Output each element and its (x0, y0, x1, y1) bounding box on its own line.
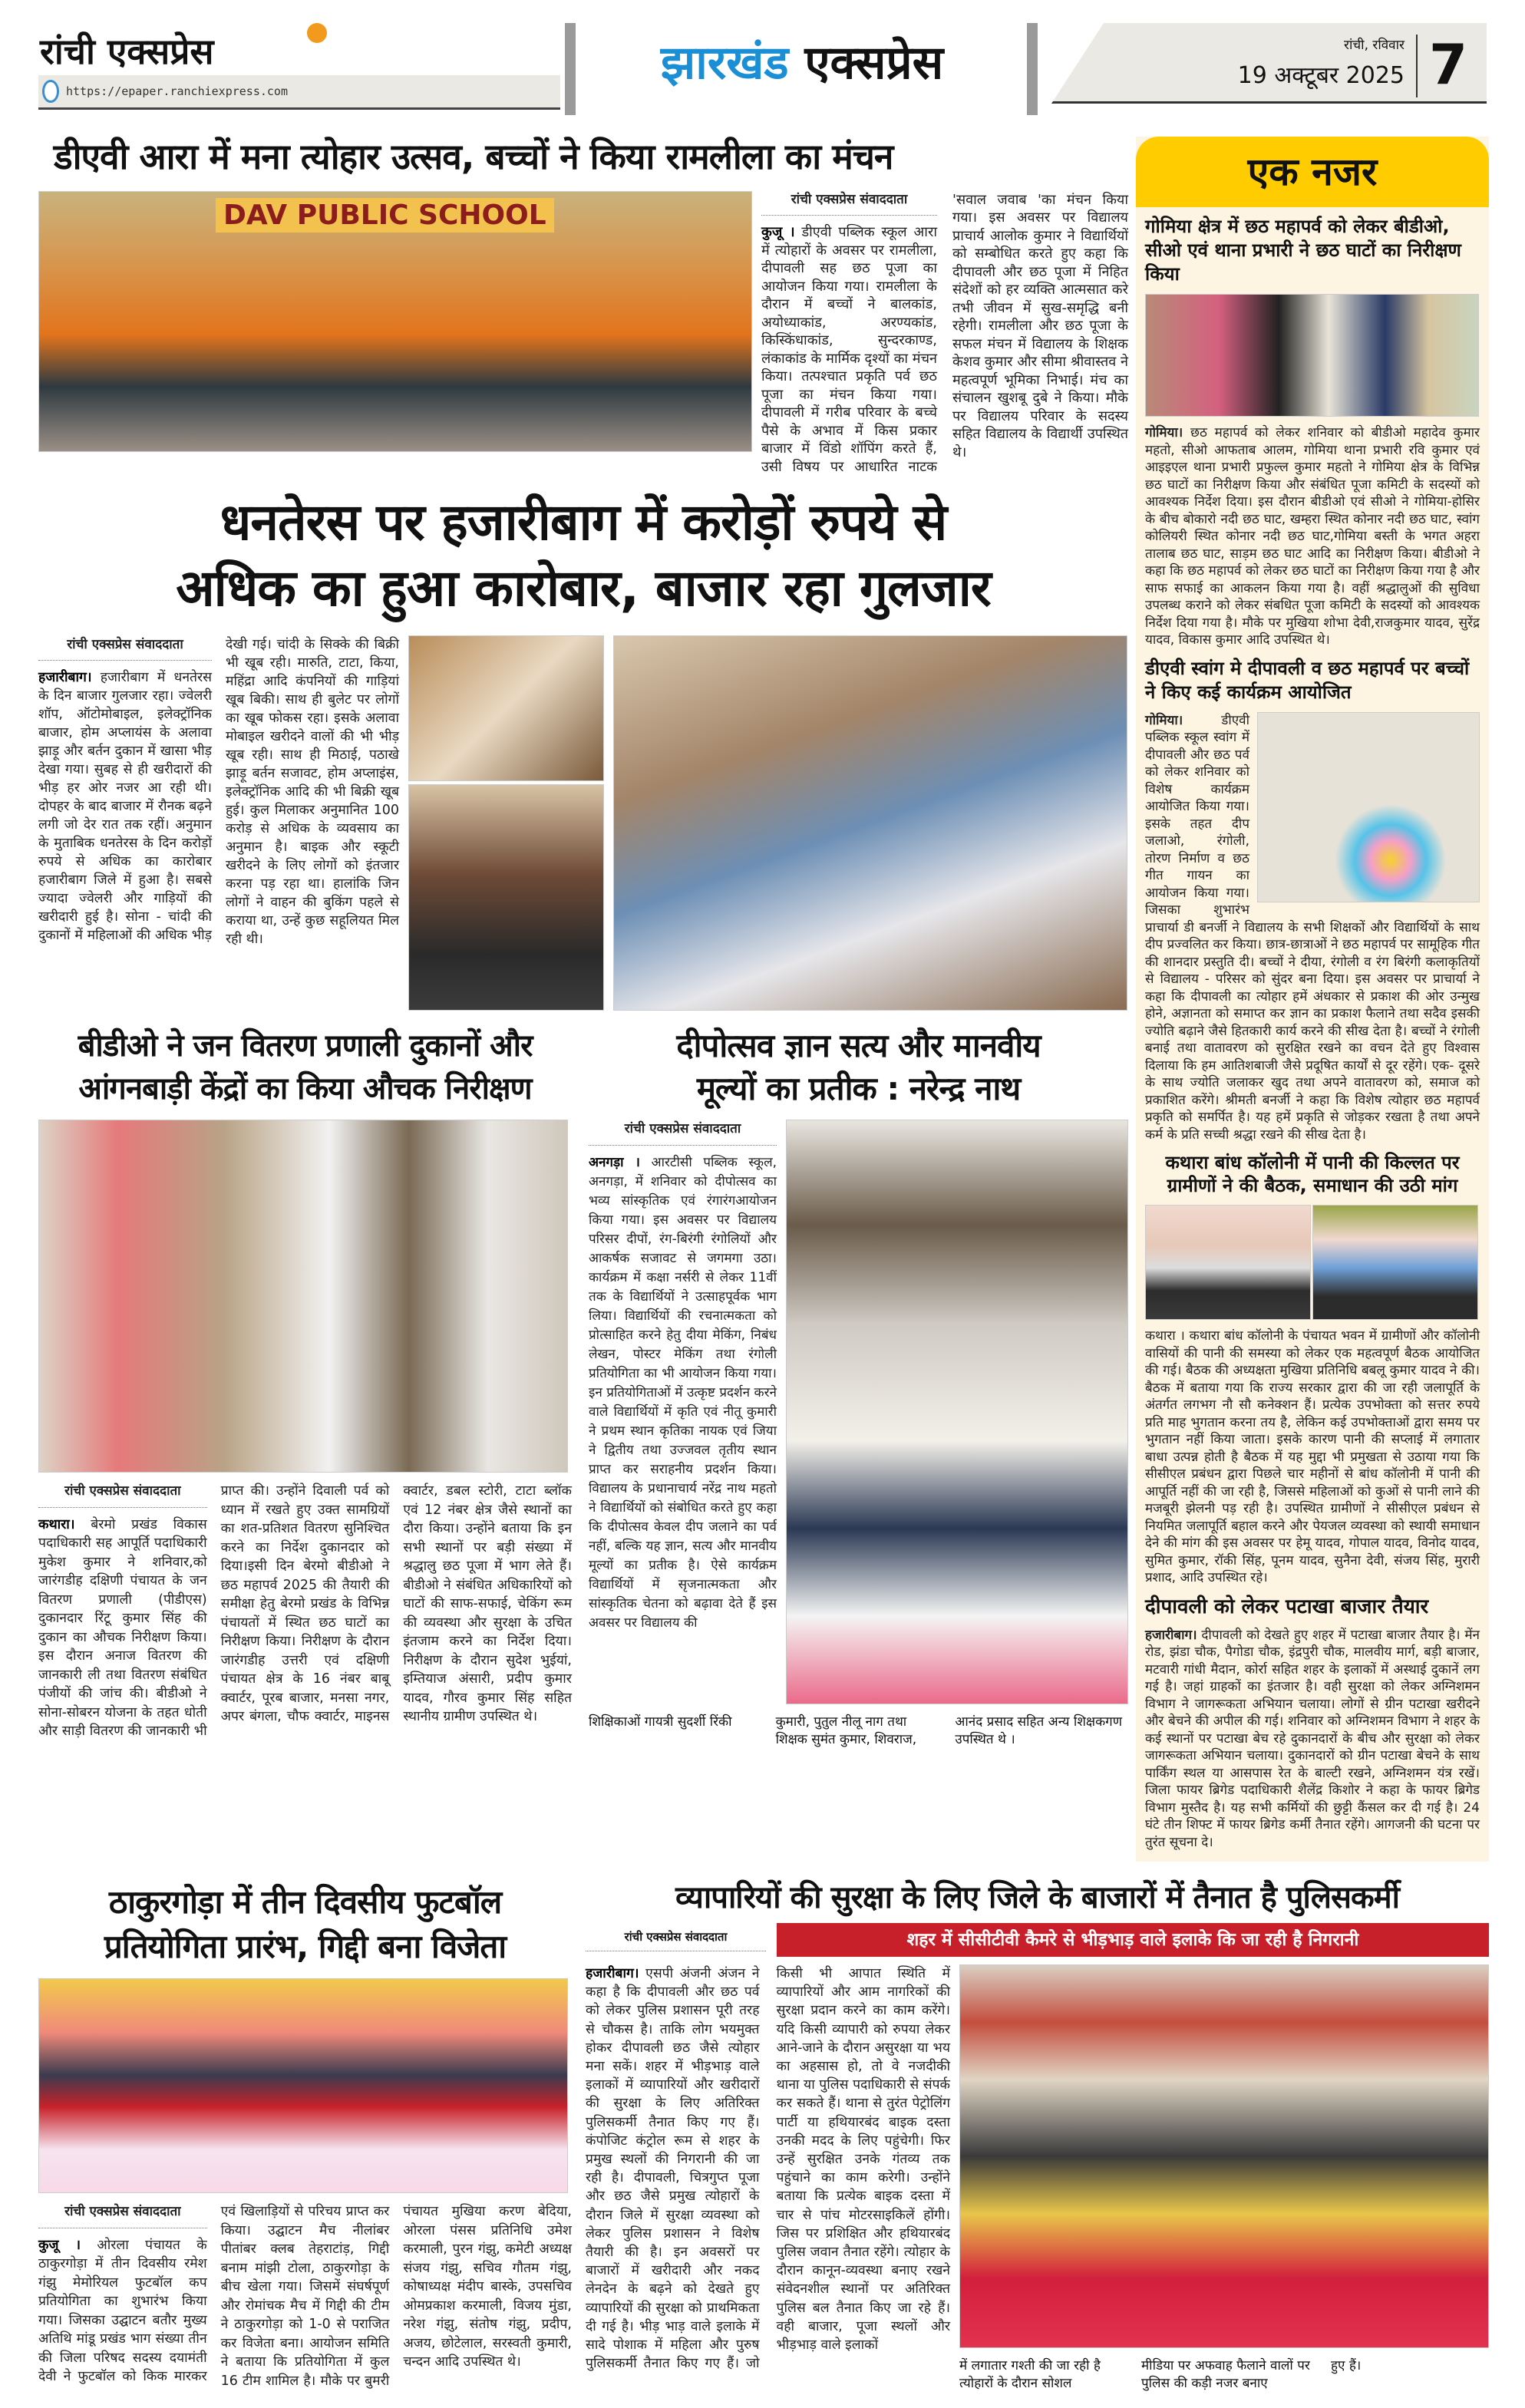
headline-line: प्रतियोगिता प्रारंभ, गिद्दी बना विजेता (104, 1928, 507, 1965)
article-dhanteras (38, 635, 399, 948)
article-body: एसपी अंजनी अंजन ने कहा है कि दीपावली और छठ पर्व को लेकर पुलिस प्रशासन पूरी तरह से चौकस है। ताकि लोग भयमुक्त होकर दीपावली छठ जैसे त्योहार मना सकें। शहर में भीड़भाड़ वाले इलाकों में व्यापारियों और खरीदारों की सुरक्षा के लिए अतिरिक्त पुलिसकर्मी तैनात किए गए हैं। कंपोजिट कंट्रोल रूम से शहर के प्रमुख स्थलों की निगरानी की जा रही है। दीपावली, चित्रगुप्त पूजा और छठ जैसे प्रमुख त्योहारों के दौरान जिले में सुरक्षा व्यवस्था को लेकर पुलिस प्रशासन ने विशेष तैयारी की है। इन अवसरों पर बाजारों में खरीदारी और नकद लेनदेन के बढ़ने को देखते हुए व्यापारियों की सुरक्षा को प्राथमिकता दी गई है। भीड़ भाड़ वाले इलाके में सादे पोशाक में महिला और पुरुष पुलिसकर्मी तैनात किए गए हैं। जो किसी भी आपात स्थिति में व्यापारियों और आम नागरिकों की सुरक्षा प्रदान करने का काम करेंगे। यदि किसी व्यापारी को रुपया लेकर आने-जाने के दौरान असुरक्षा या भय का अहसास हो, तो वे नजदीकी थाना या पुलिस पदाधिकारी से संपर्क कर सकते हैं। थाना से तुरंत पेट्रोलिंग पार्टी या हथियारबंद बाइक दस्ता उनकी मदद के लिए पहुंचेगी। फिर उन्हें सुरक्षित उनके गंतव्य तक पहुंचाने का काम करेगी। उन्होंने बताया कि प्रत्येक बाइक दस्ता में चार से पांच मोटरसाइकिलें होंगी। जिस पर प्रशिक्षित और हथियारबंद पुलिस जवान तैनात रहेंगे। त्योहार के दौरान कानून-व्यवस्था बनाए रखने संवेदनशील स्थानों पर अतिरिक्त पुलिस बल तैनात किए जा रहे हैं। वही बाजार, पूजा स्थलों और भीड़भाड़ वाले इलाकों (586, 1966, 950, 2372)
article-dav-swang (1136, 712, 1489, 1144)
headline-patakha: दीपावली को लेकर पटाखा बाजार तैयार (1145, 1595, 1429, 1618)
footer-text: में लगातार गश्ती की जा रही है त्योहारों के दौरान सोशल (959, 2358, 1101, 2391)
bdo-deepotsav-row (38, 1024, 1128, 1749)
dateline: कथारा। (38, 1516, 75, 1532)
headline-dav-swang: डीएवी स्वांग मे दीपावली व छठ महापर्व पर बच्चों ने किए कई कार्यक्रम आयोजित (1145, 657, 1470, 703)
headline-line: मूल्यों का प्रतीक : नरेन्द्र नाथ (696, 1070, 1021, 1108)
photo-gomia-ghat (1145, 294, 1479, 417)
dateline: हजारीबाग। (586, 1966, 639, 1981)
article-gomia (1136, 424, 1489, 649)
kathara-photos (1136, 1205, 1489, 1320)
dateline: अनगड़ा । (589, 1155, 641, 1171)
deepotsav-block (589, 1024, 1128, 1749)
photo-kathara-meeting-1 (1145, 1205, 1311, 1320)
footer-text: हुए हैं। (1331, 2358, 1362, 2373)
dateline: हजारीबाग। (1145, 1627, 1197, 1643)
dateline: कथारा । (1145, 1328, 1185, 1344)
police-photo-block (959, 1964, 1489, 2393)
article-dav-ara (761, 191, 1128, 477)
headline-line: ठाकुरगोड़ा में तीन दिवसीय फुटबॉल (108, 1883, 502, 1921)
headline-dhanteras (38, 490, 1128, 622)
article-kathara (1136, 1328, 1489, 1587)
article-body: ओरला पंचायत के ठाकुरगोड़ा में तीन दिवसीय रमेश गंझु मेमोरियल फुटबॉल कप प्रतियोगिता का शुभारंभ किया गया। जिसका उद्घाटन बतौर मुख्य अतिथि मांडू प्रखंड भाग संख्या तीन की जिला परिषद सदस्य दयामंती देवी ने फुटबॉल को किक मारकर एवं खिलाड़ियों से परिचय प्राप्त कर किया। उद्घाटन मैच नीलांबर पीतांबर क्लब तेहराटांड़, गिद्दी बनाम मांझी टोला, ठाकुरगोड़ा के बीच खेला गया। जिसमें संघर्षपूर्ण और रोमांचक मैच में गिद्दी की टीम ने ठाकुरगोड़ा को 1-0 से पराजित कर विजेता बना। आयोजन समिति ने बताया कि प्रतियोगिता में कुल 16 टीम शामिल है। मौके पर बुमरी पंचायत मुखिया करण बेदिया, ओरला पंसस प्रतिनिधि उमेश करमाली, पुरन गंझु, कमेटी अध्यक्ष संजय गंझु, सचिव गौतम गंझु, कोषाध्यक्ष मंदीप बास्के, उपसचिव ओमप्रकाश करमाली, विजय मुंडा, नरेश गंझु, संतोष गंझु, प्रदीप, अजय, छोटेलाल, सरस्वती कुमारी, चन्दन आदि उपस्थित थे। (38, 2204, 572, 2389)
footer-text: शिक्षिकाओं गायत्री सुदर्शी रिंकी (589, 1714, 732, 1730)
dateline: कुजू । (761, 224, 795, 241)
deepotsav-row (589, 1120, 1128, 1704)
footer-text: मीडिया पर अफवाह फैलाने वालों पर पुलिस की कड़ी नजर बनाए (1141, 2358, 1310, 2391)
headline-line: दीपोत्सव ज्ञान सत्य और मानवीय (676, 1027, 1041, 1065)
article-body: हजारीबाग में धनतेरस के दिन बाजार गुलजार रहा। ज्वेलरी शॉप, ऑटोमोबाइल, इलेक्ट्रॉनिक बाजार, होम अप्लायंस के अलावा झाड़ू और बर्तन दुकान में खासा भीड़ देखा गया। सुबह से ही खरीदारों की भीड़ हर ओर नजर आ रही थी। दोपहर के बाद बाजार में रौनक बढ़ने लगी जो देर रात तक रहीं। अनुमान के मुताबिक धनतेरस के दिन करोड़ों रुपये से अधिक का कारोबार हजारीबाग जिले में हुआ है। सबसे ज्यादा ज्वेलरी और गाड़ियों की खरीदारी हुई है। सोना - चांदी की दुकानों में महिलाओं की अधिक भीड़ देखी गई। चांदी के सिक्के की बिक्री भी खूब रही। मारुति, टाटा, किया, महिंद्रा आदि कंपनियों की गाड़ियां खूब बिकी। साथ ही बुलेट पर लोगों का खूब फोकस रहा। इसके अलावा मोबाइल खरीदने वालों की भी भीड़ खूब रही। साथ ही मिठाई, पठाखे झाड़ू बर्तन सजावट, होम अप्लाइंस, इलेक्ट्रॉनिक आदि की भी बिक्री खूब हुई। कुल मिलाकर अनुमानित 100 करोड़ से अधिक के व्यवसाय का अनुमान है। बाइक और स्कूटी खरीदने के लिए लोगों को इंतजार करना पड़ रहा था। हालांकि जिन लोगों ने वाहन की बुकिंग पहले से कराया था, उन्हें कुछ सहूलियत मिल रही थी। (38, 637, 399, 948)
photo-football-inauguration (38, 1978, 568, 2193)
city-day: रांची, रविवार (1344, 38, 1405, 53)
article-body: कथारा बांध कॉलोनी के पंचायत भवन में ग्रामीणों और कॉलोनी वासियों की पानी की समस्या को लेकर एक महत्वपूर्ण बैठक आयोजित की गई। बैठक की अध्यक्षता मुखिया प्रतिनिधि बबलू कुमार यादव ने की। बैठक में बताया गया कि राज्य सरकार द्वारा की जा रही जलापूर्ति के अंतर्गत लगभग नौ सौ कनेक्शन हैं। प्रत्येक उपभोक्ता को सत्तर रुपये प्रति माह भुगतान करना तय है, लेकिन कई उपभोक्ताओं द्वारा समय पर भुगतान नहीं किया जाता। इसके कारण पानी की सप्लाई में लगातार बाधा उत्पन्न होती है बैठक में यह मुद्दा भी प्रमुखता से उठाया गया कि सीसीएल प्रबंधन द्वारा पिछले चार महीनों से बांध कॉलोनी में पानी की आपूर्ति नहीं की जा रही है, जिससे महिलाओं को कुओं से पानी लाने की मजबूरी झेलनी पड़ रही है। उपस्थित ग्रामीणों ने सीसीएल प्रबंधन से नियमित जलापूर्ति बहाल करने और पेयजल व्यवस्था को स्थायी समाधान देने की मांग की इस अवसर पर हेमू यादव, गोपाल यादव, विनोद यादव, सुमित कुमार, रॉकी सिंह, पूनम यादव, सुनैना देवी, संजय सिंह, मुरारी प्रशाद, आदि उपस्थित रहे। (1145, 1328, 1480, 1585)
police-subheadline: शहर में सीसीटीवी कैमरे से भीड़भाड़ वाले इलाके कि जा रही है निगरानी (777, 1923, 1489, 1957)
article-body: दीपावली को देखते हुए शहर में पटाखा बाजार तैयार है। मेंन रोड, झंडा चौक, पैगोडा चौक, इंद्रपुरी चौक, मालवीय मार्ग, बड़ी बाजार, मटवारी गांधी मैदान, कोर्रा सहित शहर के इलाकों में अस्थाई दुकानें लग गई है। जहां ग्राहकों का इंतजार है। वही सुरक्षा को लेकर अग्निशमन विभाग ने जागरूकता अभियान चलाया। लोगों से ग्रीन पटाखा खरीदने और बेचने की अपील की गई। शनिवार को अग्निशमन विभाग ने शहर के कई स्थानों पर पटाखा बेच रहे दुकानदारों के बीच और सुरक्षा को लेकर जागरूकता अभियान चलाया। दुकानदारों को ग्रीन पटाखा बेचने के साथ पार्किंग स्थल या आसपास रेत के बाल्टी रखने, अग्निशमन यंत्र रखें। जिला फायर ब्रिगेड पदाधिकारी शैलेंद्र किशोर ने कहा के फायर ब्रिगेड विभाग मुस्तैद है। यह सभी कर्मियों की छुट्टी कैंसल कर दी गई है। 24 घंटे तीन शिफ्ट में फायर ब्रिगेड कर्मी तैनात रहेंगे। आगजनी की घटना पर तुरंत सूचना दे। (1145, 1627, 1480, 1850)
article-body: बेरमो प्रखंड विकास पदाधिकारी सह आपूर्ति पदाधिकारी मुकेश कुमार ने शनिवार,को जारंगडीह दक्षिणी पंचायत के जन वितरण प्रणाली (पीडीएस) दुकानदार रिंटू कुमार सिंह की दुकान का औचक निरीक्षण किया। इस दौरान अनाज वितरण की जानकारी ली तथा वितरण संबंधित पंजीयों की जांच की। बीडीओ ने सोना-सोबरन योजना के तहत धोती और साड़ी वितरण की जानकारी भी प्राप्त की। उन्होंने दिवाली पर्व को ध्यान में रखते हुए उक्त सामग्रियों का शत-प्रतिशत वितरण सुनिश्चित करने का निर्देश दुकानदार को दिया।इसी दिन बेरमो बीडीओ ने छठ महापर्व 2025 की तैयारी की समीक्षा हेतु बेरमो प्रखंड के विभिन्न पंचायतों में स्थित छठ घाटों का निरीक्षण किया। निरीक्षण के दौरान जारंगडीह उत्तरी एवं दक्षिणी पंचायत क्षेत्र के 16 नंबर बाबू क्वार्टर, पूरब बाजार, मनसा नगर, अपर बंगला, चौफ क्वार्टर, माइनस क्वार्टर, डबल स्टोरी, टाटा ब्लॉक एवं 12 नंबर क्षेत्र जैसे स्थानों का दौरा किया। उन्होंने बताया कि इन सभी स्थानों पर बड़ी संख्या में श्रद्धालु छठ पूजा में भाग लेते हैं। बीडीओ ने संबंधित अधिकारियों को घाटों की साफ-सफाई, चेकिंग रूम की व्यवस्था और सुरक्षा के उचित इंतजाम करने का निर्देश दिया। निरीक्षण के दौरान सुदेश भुईयां, इम्तियाज अंसारी, प्रदीप कुमार यादव, गौरव कुमार सिंह सहित स्थानीय ग्रामीण उपस्थित थे। (38, 1483, 572, 1740)
article-deepotsav (589, 1120, 777, 1633)
section-title-blue: झारखंड (660, 36, 789, 90)
headline-dav-ara: डीएवी आरा में मना त्योहार उत्सव, बच्चों ने किया रामलीला का मंचन (54, 136, 893, 177)
footer-text: कुमारी, पुतुल नीलू नाग तथा शिक्षक सुमंत कुमार, शिवराज, (775, 1714, 917, 1748)
article-patakha (1136, 1627, 1489, 1852)
police-sub-row (586, 1923, 1489, 1957)
photo-jewellery-shop-man (408, 784, 604, 1011)
bottom-section (38, 1880, 1489, 2408)
football-block (38, 1880, 572, 2390)
photo-kathara-meeting-2 (1312, 1205, 1478, 1320)
upper-section (38, 137, 1489, 1862)
bdo-block (38, 1024, 572, 1741)
article-body: आरटीसी पब्लिक स्कूल, अनगड़ा, में शनिवार को दीपोत्सव का भव्य सांस्कृतिक एवं रंगारंगआयोजन किया गया। इस अवसर पर विद्यालय परिसर दीपों, रंग-बिरंगी रंगोलियों और आकर्षक सजावट से जगमगा उठा।कार्यक्रम में कक्षा नर्सरी से लेकर 11वीं तक के विद्यार्थियों ने उत्साहपूर्वक भाग लिया। विद्यार्थियों की रचनात्मकता को प्रोत्साहित करने हेतु दीया मेकिंग, निबंध लेखन, पोस्टर मेकिंग तथा रंगोली प्रतियोगिता का भी आयोजन किया गया।इन प्रतियोगिताओं में उत्कृष्ट प्रदर्शन करने वाले विद्यार्थियों में कृति एवं नीतू कुमारी ने प्रथम स्थान कृतिका नायक एवं जिया ने द्वितीय तथा उज्जवल तृतीय स्थान प्राप्त कर सराहनीय प्रदर्शन किया।विद्यालय के प्रधानाचार्य नरेंद्र नाथ महतो ने विद्यार्थियों को संबोधित करते हुए कहा कि दीपोत्सव केवल दीप जलाने का पर्व नहीं, बल्कि यह ज्ञान, सत्य और मानवीय मूल्यों का प्रतीक है। ऐसे कार्यक्रम विद्यार्थियों में सृजनात्मकता और सांस्कृतिक चेतना को बढ़ावा देते हैं इस अवसर पर विद्यालय की (589, 1155, 777, 1631)
article-dav-swang-full: किया। छात्र-छात्राओं ने छठ महापर्व पर सामूहिक गीत की शानदार प्रस्तुति दी। बच्चों ने दीया, रंगोली व रंग बिरंगी कलाकृतियों से विद्यालय - परिसर को सुंदर बना दिया। इस अवसर पर प्राचार्या ने कहा कि दीपावली का त्योहार हमें अंधकार से प्रकाश की ओर उन्मुख होने, अज्ञानता को समाप्त कर ज्ञान का प्रकाश फैलाने तथा सदैव इसकी ज्योति बढ़ाने जैसे हितकारी कार्य करने की सीख देता है। बच्चों ने रंगोली बनाई तथा वातावरण को सुरक्षित रखने का वचन देते हुए विश्वास दिलाया कि हम आतिशबाजी जैसे प्रदूषित कार्यों से दूर रहेंगे। एक- दूसरे के साथ ज्योति जलाकर खुद तथा अपने वातावरण को, समाज को प्रकाशित करेंगे। श्रीमती बनर्जी ने कहा कि विशेष त्योहार छठ महापर्व प्रकृति को समर्पित है। यह हमें प्रकृति से जोड़कर रखता है तथा अपने कर्म के प्रति सच्ची श्रद्धा रखने की सीख देता है। (1145, 937, 1480, 1143)
headline-line: आंगनबाड़ी केंद्रों का किया औचक निरीक्षण (78, 1071, 532, 1107)
logo: रांची एक्सप्रेस (40, 31, 214, 72)
police-row (586, 1964, 1489, 2393)
article-bdo (38, 1482, 572, 1741)
headline-bdo (38, 1024, 572, 1110)
byline: रांची एक्सप्रेस संवाददाता (38, 2202, 207, 2228)
byline: रांची एक्सप्रेस संवाददाता (38, 1482, 207, 1508)
article-body: डीएवी पब्लिक स्कूल आरा में त्योहारों के अवसर पर रामलीला, दीपावली सह छठ पूजा का आयोजन किया गया। रामलीला के दौरान में बच्चों ने बालकांड, अयोध्याकांड, अरण्यकांड, किस्किंधाकांड, सुन्दरकाण्ड, लंकाकांड के मार्मिक दृश्यों का मंचन किया। तत्पश्चात प्रकृति पर्व छठ पूजा का मंचन किया गया। दीपावली में गरीब परिवार के बच्चे पैसे के अभाव में किस प्रकार बाजार में विंडो शॉपिंग करते हैं, उसी विषय पर आधारित नाटक 'सवाल जवाब 'का मंचन किया गया। इस अवसर पर विद्यालय प्राचार्य आलोक कुमार ने विद्यार्थियों को सम्बोधित करते हुए कहा कि दीपावली और छठ पूजा में निहित संदेशों को हर व्यक्ति आत्मसात करे तभी जीवन में सुख-समृद्धि बनी रहेगी। रामलीला और छठ पूजा के सफल मंचन में विद्यालय के शिक्षक केशव कुमार और सीमा श्रीवास्तव ने महत्वपूर्ण भूमिका निभाई। मंच का संचालन खुशबू दुबे ने किया। मौके पर विद्यालय परिवार के सदस्य सहित विद्यालय के विद्यार्थी उपस्थित थे। (761, 191, 1128, 475)
dateline: गोमिया। (1145, 425, 1183, 440)
section-title-black: एक्सप्रेस (804, 36, 944, 90)
headline-kathara: कथारा बांध कॉलोनी में पानी की किल्लत पर ग्रामीणों ने की बैठक, समाधान की उठी मांग (1165, 1152, 1460, 1196)
police-block (586, 1880, 1489, 2393)
dateline: कुजू । (38, 2237, 81, 2253)
byline: रांची एक्सप्रेस संवाददाता (761, 191, 937, 216)
dhanteras-photo-stack (408, 635, 604, 1011)
headline-line: धनतेरस पर हजारीबाग में करोड़ों रुपये से (220, 493, 947, 553)
dateline: गोमिया। (1145, 712, 1183, 728)
epaper-url-link[interactable]: https://epaper.ranchiexpress.com (66, 84, 288, 98)
issue-date: 19 अक्टूबर 2025 (1237, 62, 1405, 89)
photo-banner-text: DAV PUBLIC SCHOOL (216, 198, 554, 233)
article-dav-swang-side: डीएवी पब्लिक स्कूल स्वांग में दीपावली और छठ पर्व को लेकर शनिवार को विशेष कार्यक्रम आयोजित किया गया। इसके तहत दीप जलाओ, रंगोली, तोरण निर्माण व छठ गीत गायन का आयोजन किया गया। जिसका शुभारंभ प्राचार्या डी बनर्जी ने विद्यालय के सभी शिक्षकों और विद्यार्थियों के साथ दीप प्रज्वलित कर (1145, 712, 1480, 952)
article-dav-ara-row (38, 191, 1128, 477)
photo-jewellery-counter (613, 635, 1127, 1011)
byline: रांची एक्सप्रेस संवाददाता (38, 635, 212, 661)
ek-nazar-title: एक नजर (1136, 137, 1489, 207)
photo-bdo-inspection (38, 1120, 568, 1473)
headline-football (38, 1880, 572, 1969)
headline-gomia: गोमिया क्षेत्र में छठ महापर्व को लेकर बीडीओ, सीओ एवं थाना प्रभारी ने छठ घाटों का निरीक्षण किया (1145, 216, 1461, 285)
headline-deepotsav (589, 1024, 1128, 1110)
headline-police: व्यापारियों की सुरक्षा के लिए जिले के बाजारों में तैनात है पुलिसकर्मी (675, 1880, 1400, 1915)
photo-jewellery-shop-small (408, 635, 604, 781)
police-footer (959, 2357, 1489, 2393)
headline-line: बीडीओ ने जन वितरण प्रणाली दुकानों और (78, 1028, 533, 1064)
article-police (586, 1964, 950, 2373)
photo-market-police (959, 1964, 1489, 2348)
byline: रांची एक्सप्रेस संवाददाता (589, 1120, 777, 1146)
police-byline: रांची एक्सप्रेस संवाददाता (586, 1929, 766, 1951)
photo-rangoli (1257, 712, 1480, 902)
article-dhanteras-row (38, 635, 1128, 1011)
left-section (38, 137, 1128, 1749)
ek-nazar-panel (1136, 137, 1489, 1862)
page-number: 7 (1429, 32, 1468, 97)
photo-dav-ramlila (38, 191, 752, 452)
footer-text: आनंद प्रसाद सहित अन्य शिक्षकगण उपस्थित थे । (955, 1714, 1122, 1748)
article-football (38, 2202, 572, 2390)
article-body: छठ महापर्व को लेकर शनिवार को बीडीओ महादेव कुमार महतो, सीओ आफताब आलम, गोमिया थाना प्रभारी रवि कुमार एवं आइइएल थाना प्रभारी प्रफुल्ल कुमार महतो ने गोमिया क्षेत्र के विभिन्न छठ घाटों का निरीक्षण किया और संबंधित पूजा कमिटी के सदस्यों को आवश्यक निर्देश दिया। इस दौरान बीडीओ एवं सीओ ने गोमिया-होसिर के बीच बोकारो नदी छठ घाट, खम्हरा स्थित कोनार नदी छठ घाट, स्वांग कोलियरी स्थित कोनार नदी छठ घाट,गोमिया बस्ती के भगत अहरा तालाब छठ घाट, साड़म छठ घाट आदि का निरीक्षण किया। बीडीओ ने कहा कि छठ महापर्व को लेकर छठ घाटों का निरीक्षण किया गया है और साफ सफाई का आकलन किया गया है। वहीं श्रद्धालुओं की सुविधा उपलब्ध कराने को लेकर संबधित पूजा कमिटी के सदस्यों को आवश्यक निर्देश दिया गया है। मौके पर मुखिया शोभा देवी,राजकुमार यादव, सुरेंद्र यादव, विकास कुमार आदि उपस्थित थे। (1145, 425, 1480, 648)
dateline: हजारीबाग। (38, 670, 92, 686)
deepotsav-footer (589, 1714, 1128, 1749)
headline-line: अधिक का हुआ कारोबार, बाजार रहा गुलजार (176, 559, 991, 618)
photo-rtc-students (786, 1120, 1128, 1704)
